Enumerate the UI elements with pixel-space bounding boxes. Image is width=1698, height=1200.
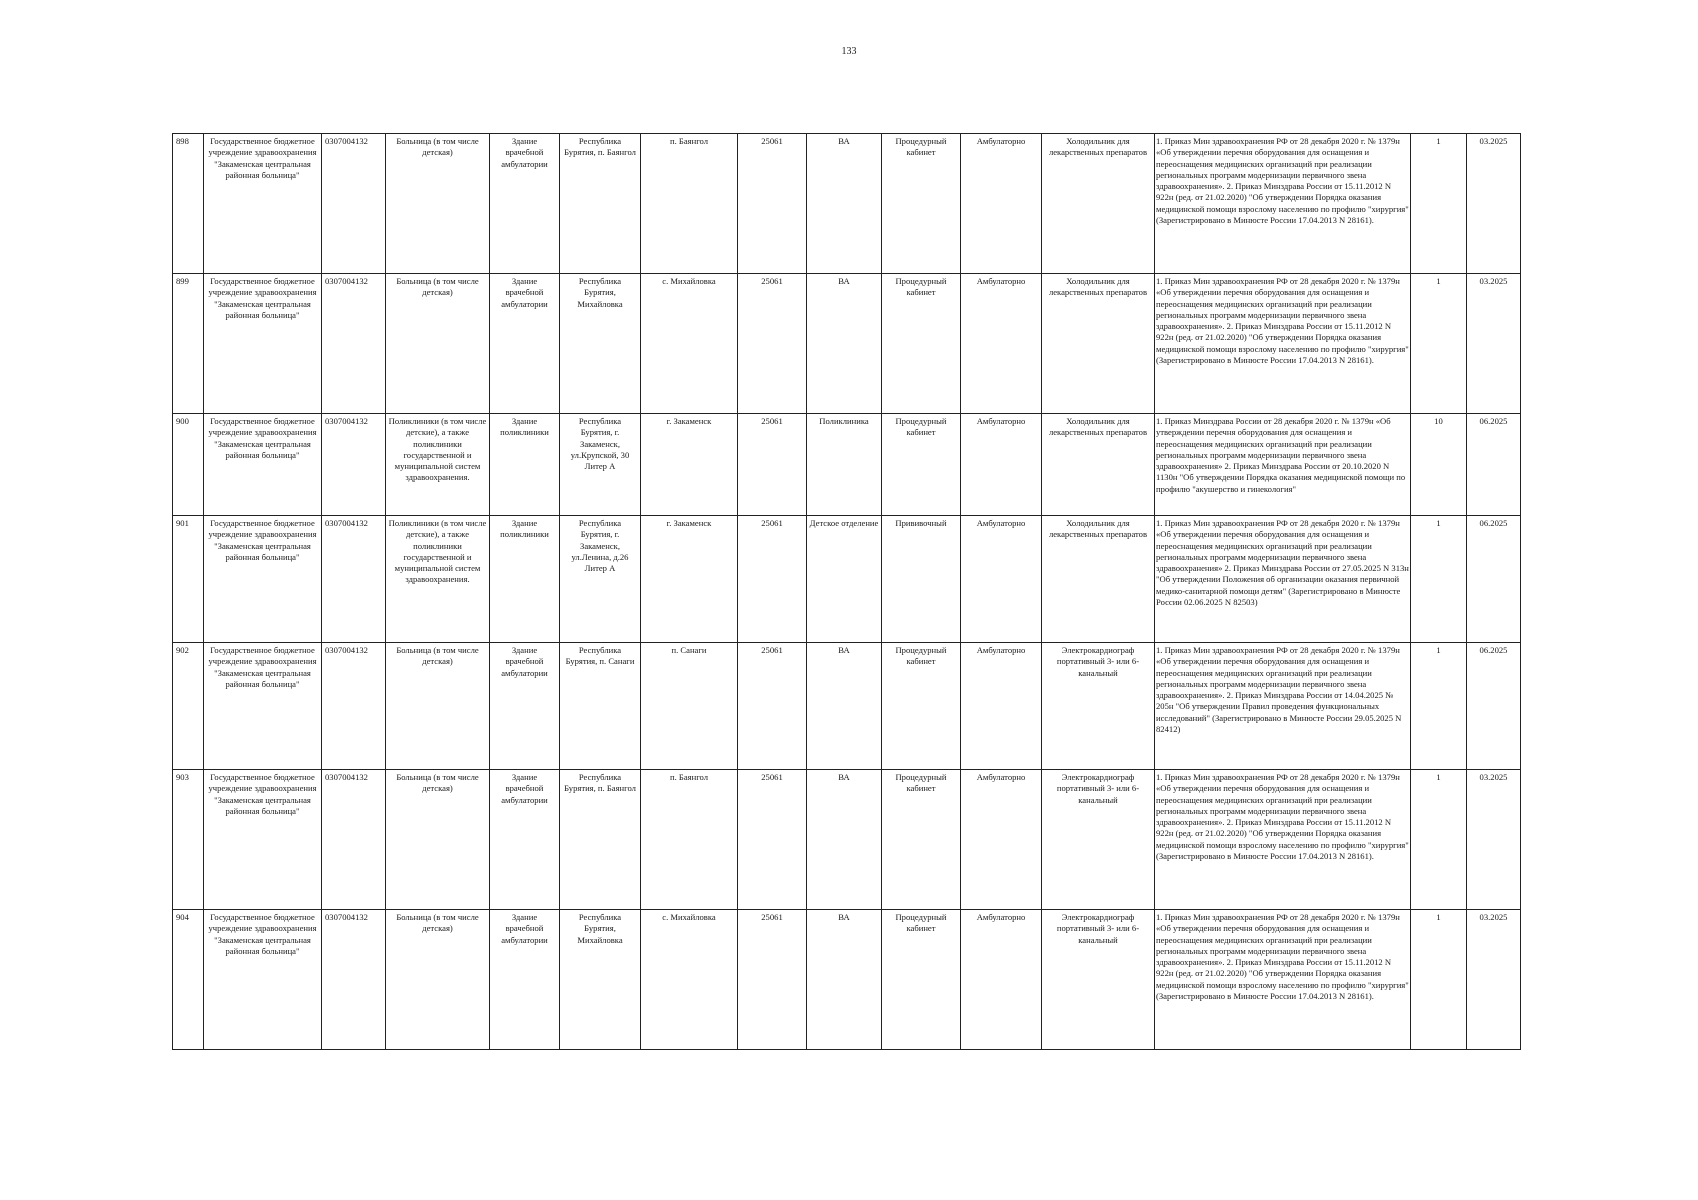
cell-room: Процедурный кабинет [882, 770, 961, 910]
cell-basis: 1. Приказ Мин здравоохранения РФ от 28 декабря 2020 г. № 1379н «Об утверждении перечня оборудования для оснащения и переоснащения медицинских организаций при реализации региональных программ модернизации первичного звена здравоохранения». 2. Приказ Минздрава России от 15.11.2012 N 922н (ред. от 21.02.2020) "Об утверждении Порядка оказания медицинской помощи взрослому населению по профилю "хирургия" (Зарегистрировано в Минюсте России 17.04.2013 N 28161). [1155, 770, 1411, 910]
cell-care: Амбулаторно [961, 134, 1042, 274]
cell-code: 0307004132 [322, 134, 386, 274]
cell-unit: Поликлиника [807, 414, 882, 516]
cell-unit: ВА [807, 643, 882, 770]
cell-room: Прививочный [882, 516, 961, 643]
cell-org: Государственное бюджетное учреждение здравоохранения "Закаменская центральная районная больница" [204, 770, 322, 910]
cell-address: Республика Бурятия, г. Закаменск, ул.Ленина, д.26 Литер А [560, 516, 641, 643]
cell-qty: 1 [1411, 134, 1467, 274]
table-row [173, 770, 1521, 910]
cell-address: Республика Бурятия, п. Баянгол [560, 770, 641, 910]
cell-care: Амбулаторно [961, 274, 1042, 414]
cell-num: 904 [173, 910, 204, 1050]
cell-equipment: Электрокардиограф портативный 3- или 6-канальный [1042, 910, 1155, 1050]
cell-oktmo: 25061 [738, 910, 807, 1050]
cell-care: Амбулаторно [961, 770, 1042, 910]
cell-code: 0307004132 [322, 414, 386, 516]
cell-basis: 1. Приказ Мин здравоохранения РФ от 28 декабря 2020 г. № 1379н «Об утверждении перечня оборудования для оснащения и переоснащения медицинских организаций при реализации региональных программ модернизации первичного звена здравоохранения» 2. Приказ Минздрава России от 27.05.2025 N 313н "Об утверждении Положения об организации оказания первичной медико-санитарной помощи детям" (Зарегистрировано в Минюсте России 02.06.2025 N 82503) [1155, 516, 1411, 643]
table-row [173, 516, 1521, 643]
cell-type: Больница (в том числе детская) [386, 770, 490, 910]
cell-room: Процедурный кабинет [882, 643, 961, 770]
cell-building: Здание врачебной амбулатории [490, 910, 560, 1050]
cell-locality: г. Закаменск [641, 516, 738, 643]
cell-code: 0307004132 [322, 643, 386, 770]
cell-building: Здание врачебной амбулатории [490, 134, 560, 274]
table-row [173, 910, 1521, 1050]
cell-basis: 1. Приказ Мин здравоохранения РФ от 28 декабря 2020 г. № 1379н «Об утверждении перечня оборудования для оснащения и переоснащения медицинских организаций при реализации региональных программ модернизации первичного звена здравоохранения». 2. Приказ Минздрава России от 15.11.2012 N 922н (ред. от 21.02.2020) "Об утверждении Порядка оказания медицинской помощи взрослому населению по профилю "хирургия" (Зарегистрировано в Минюсте России 17.04.2013 N 28161). [1155, 910, 1411, 1050]
cell-unit: ВА [807, 134, 882, 274]
cell-care: Амбулаторно [961, 643, 1042, 770]
cell-address: Республика Бурятия, Михайловка [560, 910, 641, 1050]
cell-oktmo: 25061 [738, 643, 807, 770]
cell-oktmo: 25061 [738, 516, 807, 643]
cell-unit: Детское отделение [807, 516, 882, 643]
cell-equipment: Холодильник для лекарственных препаратов [1042, 134, 1155, 274]
cell-unit: ВА [807, 770, 882, 910]
cell-basis: 1. Приказ Минздрава России от 28 декабря 2020 г. № 1379н «Об утверждении перечня оборудования для оснащения и переоснащения медицинских организаций при реализации региональных программ модернизации первичного звена здравоохранения» 2. Приказ Минздрава России от 20.10.2020 N 1130н "Об утверждении Порядка оказания медицинской помощи по профилю "акушерство и гинекология" [1155, 414, 1411, 516]
cell-code: 0307004132 [322, 910, 386, 1050]
cell-org: Государственное бюджетное учреждение здравоохранения "Закаменская центральная районная больница" [204, 134, 322, 274]
cell-type: Больница (в том числе детская) [386, 134, 490, 274]
cell-qty: 1 [1411, 770, 1467, 910]
cell-locality: с. Михайловка [641, 274, 738, 414]
cell-address: Республика Бурятия, г. Закаменск, ул.Крупской, 30 Литер А [560, 414, 641, 516]
cell-building: Здание врачебной амбулатории [490, 643, 560, 770]
cell-oktmo: 25061 [738, 274, 807, 414]
cell-building: Здание врачебной амбулатории [490, 274, 560, 414]
cell-date: 06.2025 [1467, 414, 1521, 516]
cell-building: Здание врачебной амбулатории [490, 770, 560, 910]
cell-num: 898 [173, 134, 204, 274]
cell-locality: с. Михайловка [641, 910, 738, 1050]
table-row [173, 134, 1521, 274]
table-row [173, 643, 1521, 770]
cell-code: 0307004132 [322, 516, 386, 643]
cell-address: Республика Бурятия, п. Баянгол [560, 134, 641, 274]
cell-date: 03.2025 [1467, 274, 1521, 414]
cell-care: Амбулаторно [961, 414, 1042, 516]
cell-code: 0307004132 [322, 274, 386, 414]
cell-type: Больница (в том числе детская) [386, 643, 490, 770]
cell-date: 03.2025 [1467, 134, 1521, 274]
cell-org: Государственное бюджетное учреждение здравоохранения "Закаменская центральная районная больница" [204, 910, 322, 1050]
equipment-table [172, 133, 1521, 1050]
cell-qty: 1 [1411, 274, 1467, 414]
cell-type: Поликлиники (в том числе детские), а также поликлиники государственной и муниципальной систем здравоохранения. [386, 414, 490, 516]
cell-equipment: Электрокардиограф портативный 3- или 6-канальный [1042, 770, 1155, 910]
cell-date: 03.2025 [1467, 770, 1521, 910]
cell-equipment: Электрокардиограф портативный 3- или 6-канальный [1042, 643, 1155, 770]
cell-unit: ВА [807, 274, 882, 414]
cell-oktmo: 25061 [738, 414, 807, 516]
cell-address: Республика Бурятия, Михайловка [560, 274, 641, 414]
cell-unit: ВА [807, 910, 882, 1050]
cell-num: 903 [173, 770, 204, 910]
cell-address: Республика Бурятия, п. Санаги [560, 643, 641, 770]
cell-code: 0307004132 [322, 770, 386, 910]
cell-type: Больница (в том числе детская) [386, 274, 490, 414]
cell-org: Государственное бюджетное учреждение здравоохранения "Закаменская центральная районная больница" [204, 414, 322, 516]
cell-equipment: Холодильник для лекарственных препаратов [1042, 274, 1155, 414]
cell-basis: 1. Приказ Мин здравоохранения РФ от 28 декабря 2020 г. № 1379н «Об утверждении перечня оборудования для оснащения и переоснащения медицинских организаций при реализации региональных программ модернизации первичного звена здравоохранения». 2. Приказ Минздрава России от 15.11.2012 N 922н (ред. от 21.02.2020) "Об утверждении Порядка оказания медицинской помощи взрослому населению по профилю "хирургия" (Зарегистрировано в Минюсте России 17.04.2013 N 28161). [1155, 134, 1411, 274]
cell-room: Процедурный кабинет [882, 414, 961, 516]
cell-basis: 1. Приказ Мин здравоохранения РФ от 28 декабря 2020 г. № 1379н «Об утверждении перечня оборудования для оснащения и переоснащения медицинских организаций при реализации региональных программ модернизации первичного звена здравоохранения». 2. Приказ Минздрава России от 14.04.2025 № 205н "Об утверждении Правил проведения функциональных исследований" (Зарегистрировано в Минюсте России 29.05.2025 N 82412) [1155, 643, 1411, 770]
cell-room: Процедурный кабинет [882, 134, 961, 274]
cell-num: 901 [173, 516, 204, 643]
table-row [173, 274, 1521, 414]
cell-type: Больница (в том числе детская) [386, 910, 490, 1050]
cell-date: 03.2025 [1467, 910, 1521, 1050]
cell-building: Здание поликлиники [490, 414, 560, 516]
cell-room: Процедурный кабинет [882, 274, 961, 414]
cell-num: 902 [173, 643, 204, 770]
cell-date: 06.2025 [1467, 643, 1521, 770]
cell-care: Амбулаторно [961, 910, 1042, 1050]
cell-qty: 1 [1411, 516, 1467, 643]
cell-type: Поликлиники (в том числе детские), а также поликлиники государственной и муниципальной систем здравоохранения. [386, 516, 490, 643]
cell-date: 06.2025 [1467, 516, 1521, 643]
cell-org: Государственное бюджетное учреждение здравоохранения "Закаменская центральная районная больница" [204, 516, 322, 643]
cell-locality: г. Закаменск [641, 414, 738, 516]
cell-org: Государственное бюджетное учреждение здравоохранения "Закаменская центральная районная больница" [204, 643, 322, 770]
cell-num: 899 [173, 274, 204, 414]
cell-building: Здание поликлиники [490, 516, 560, 643]
cell-qty: 1 [1411, 910, 1467, 1050]
cell-qty: 10 [1411, 414, 1467, 516]
cell-equipment: Холодильник для лекарственных препаратов [1042, 414, 1155, 516]
cell-basis: 1. Приказ Мин здравоохранения РФ от 28 декабря 2020 г. № 1379н «Об утверждении перечня оборудования для оснащения и переоснащения медицинских организаций при реализации региональных программ модернизации первичного звена здравоохранения». 2. Приказ Минздрава России от 15.11.2012 N 922н (ред. от 21.02.2020) "Об утверждении Порядка оказания медицинской помощи взрослому населению по профилю "хирургия" (Зарегистрировано в Минюсте России 17.04.2013 N 28161). [1155, 274, 1411, 414]
cell-num: 900 [173, 414, 204, 516]
cell-org: Государственное бюджетное учреждение здравоохранения "Закаменская центральная районная больница" [204, 274, 322, 414]
cell-locality: п. Баянгол [641, 134, 738, 274]
cell-locality: п. Санаги [641, 643, 738, 770]
cell-care: Амбулаторно [961, 516, 1042, 643]
cell-room: Процедурный кабинет [882, 910, 961, 1050]
table-row [173, 414, 1521, 516]
cell-qty: 1 [1411, 643, 1467, 770]
cell-locality: п. Баянгол [641, 770, 738, 910]
page-number: 133 [841, 46, 857, 57]
cell-oktmo: 25061 [738, 770, 807, 910]
cell-oktmo: 25061 [738, 134, 807, 274]
cell-equipment: Холодильник для лекарственных препаратов [1042, 516, 1155, 643]
